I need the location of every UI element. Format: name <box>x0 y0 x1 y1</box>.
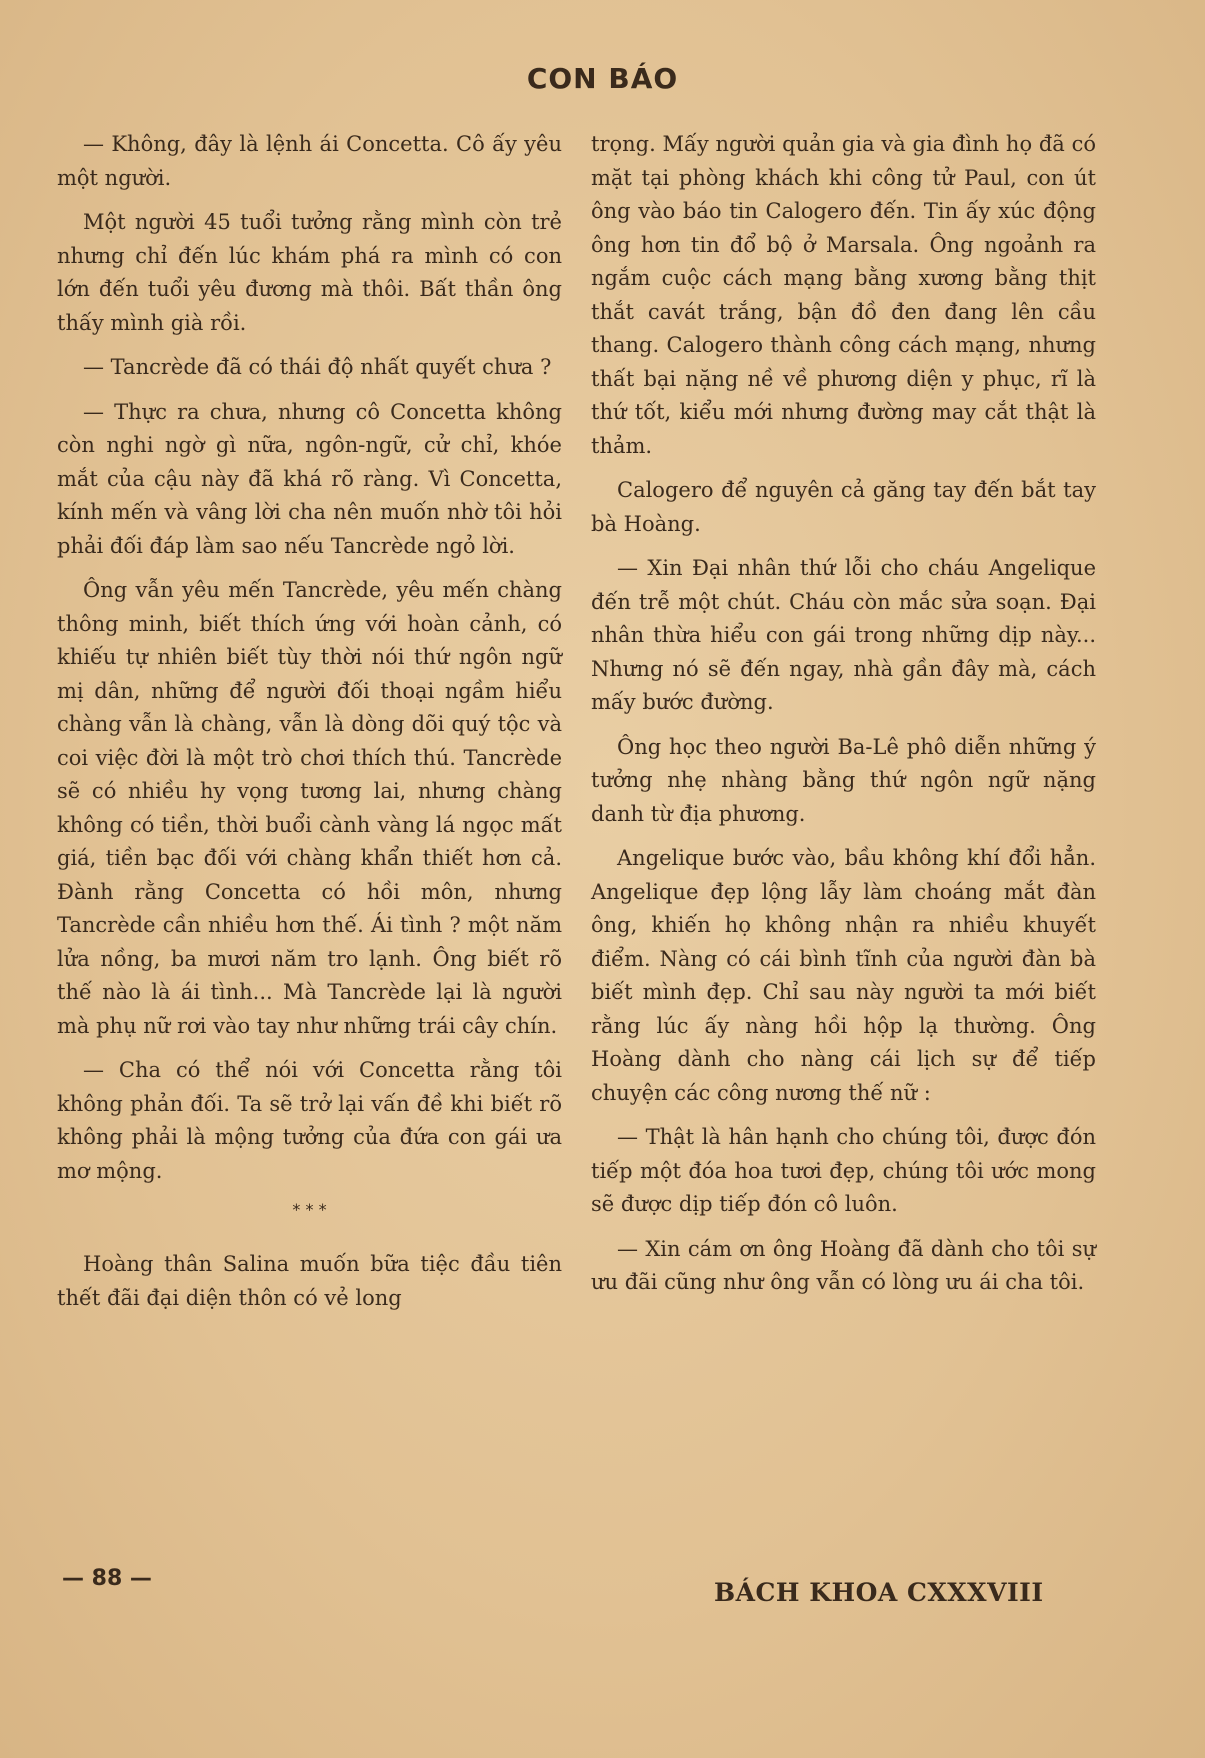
paragraph: — Thật là hân hạnh cho chúng tôi, được đón tiếp một đóa hoa tươi đẹp, chúng tôi ước mong sẽ được dịp tiếp đón cô luôn. <box>591 1125 1096 1216</box>
paragraph: Angelique bước vào, bầu không khí đổi hẳn. Angelique đẹp lộng lẫy làm choáng mắt đàn ông, khiến họ không nhận ra nhiều khuyết điểm. Nàng có cái bình tĩnh của người đàn bà biết mình đẹp. Chỉ sau này người ta mới biết rằng lúc ấy nàng hồi hộp lạ thường. Ông Hoàng dành cho nàng cái lịch sự để tiếp chuyện các công nương thế nữ : <box>591 846 1096 1105</box>
paragraph: Hoàng thân Salina muốn bữa tiệc đầu tiên thết đãi đại diện thôn có vẻ long <box>57 1252 562 1310</box>
paragraph: — Tancrède đã có thái độ nhất quyết chưa ? <box>83 355 552 379</box>
section-separator: * * * <box>292 1200 327 1219</box>
magazine-name: BÁCH KHOA CXXXVIII <box>714 1578 1044 1607</box>
paragraph: Một người 45 tuổi tưởng rằng mình còn trẻ nhưng chỉ đến lúc khám phá ra mình có con lớn đến tuổi yêu đương mà thôi. Bất thần ông thấy mình già rồi. <box>57 210 562 335</box>
paragraph: — Xin cám ơn ông Hoàng đã dành cho tôi sự ưu đãi cũng như ông vẫn có lòng ưu ái cha tôi. <box>591 1236 1096 1294</box>
paragraph: Calogero để nguyên cả găng tay đến bắt tay bà Hoàng. <box>591 478 1096 536</box>
page-number: — 88 — <box>62 1566 152 1591</box>
paragraph: trọng. Mấy người quản gia và gia đình họ đã có mặt tại phòng khách khi công tử Paul, con út ông vào báo tin Calogero đến. Tin ấy xúc động ông hơn tin đổ bộ ở Marsala. Ông ngoảnh ra ngắm cuộc cách mạng bằng xương bằng thịt thắt cavát trắng, bận đồ đen đang lên cầu thang. Calogero thành công cách mạng, nhưng thất bại nặng nề về phương diện y phục, rĩ là thứ tốt, kiểu mới nhưng đường may cắt thật là thảm. <box>591 132 1096 458</box>
paragraph: — Xin Đại nhân thứ lỗi cho cháu Angelique đến trễ một chút. Cháu còn mắc sửa soạn. Đại nhân thừa hiểu con gái trong những dịp này... Nhưng nó sẽ đến ngay, nhà gần đây mà, cách mấy bước đường. <box>591 556 1096 714</box>
right-column <box>591 128 1096 1311</box>
paragraph: — Thực ra chưa, nhưng cô Concetta không còn nghi ngờ gì nữa, ngôn-ngữ, cử chỉ, khóe mắt của cậu này đã khá rõ ràng. Vì Concetta, kính mến và vâng lời cha nên muốn nhờ tôi hỏi phải đối đáp làm sao nếu Tancrède ngỏ lời. <box>57 399 562 558</box>
paragraph: — Cha có thể nói với Concetta rằng tôi không phản đối. Ta sẽ trở lại vấn đề khi biết rõ không phải là mộng tưởng của đứa con gái ưa mơ mộng. <box>57 1058 562 1183</box>
paragraph: Ông học theo người Ba-Lê phô diễn những ý tưởng nhẹ nhàng bằng thứ ngôn ngữ nặng danh từ địa phương. <box>591 734 1096 826</box>
paragraph: — Không, đây là lệnh ái Concetta. Cô ấy yêu một người. <box>57 132 562 190</box>
page-title: CON BÁO <box>526 62 679 95</box>
paragraph: Ông vẫn yêu mến Tancrède, yêu mến chàng thông minh, biết thích ứng với hoàn cảnh, có khiếu tự nhiên biết tùy thời nói thứ ngôn ngữ mị dân, những để người đối thoại ngầm hiểu chàng vẫn là chàng, vẫn là dòng dõi quý tộc và coi việc đời là một trò chơi thích thú. Tancrède sẽ có nhiều hy vọng tương lai, nhưng chàng không có tiền, thời buổi cành vàng lá ngọc mất giá, tiền bạc đối với chàng khẩn thiết hơn cả. Đành rằng Concetta có hồi môn, nhưng Tancrède cần nhiều hơn thế. Ái tình ? một năm lửa nồng, ba mươi năm tro lạnh. Ông biết rõ thế nào là ái tình... Mà Tancrède lại là người mà phụ nữ rơi vào tay như những trái cây chín. <box>57 578 562 1038</box>
left-column <box>57 128 562 1326</box>
